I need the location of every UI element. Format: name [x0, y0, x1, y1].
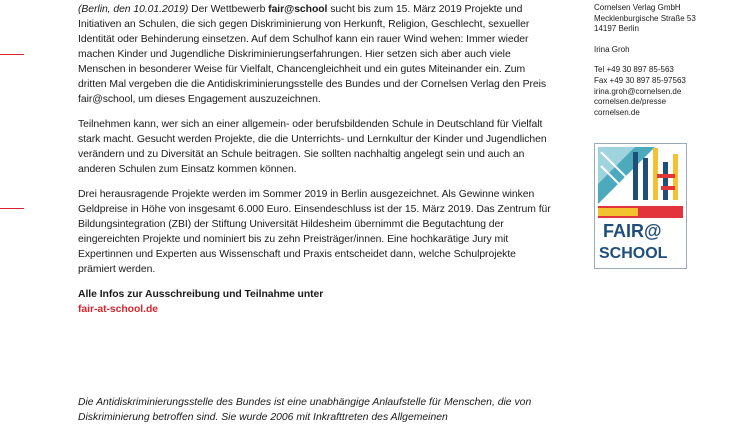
- infos-link[interactable]: fair-at-school.de: [78, 304, 158, 315]
- awards-paragraph: Drei herausragende Projekte werden im Sommer 2019 in Berlin ausgezeichnet. Als Gewinne winken Geldpreise in Höhe von insgesamt 6.000 Euro. Einsendeschluss ist der 15. März 2019. Das Zentrum für Bildungsintegration (ZBI) der Stiftung Universität Hildesheim übernimmt die Begutachtung der eingereichten Projekte und nominiert bis zu zehn Preisträger/innen. Eine hochkarätige Jury mit Expertinnen und Experten aus Wissenschaft und Praxis entscheidet dann, welche Schulprojekte prämiert werden.: [78, 189, 551, 275]
- contact-company: Cornelsen Verlag GmbH: [594, 3, 681, 12]
- contact-email[interactable]: irina.groh@cornelsen.de: [594, 86, 682, 96]
- intro-paragraph: [78, 2, 556, 107]
- contact-street: Mecklenburgische Straße 53: [594, 13, 696, 23]
- contact-person: Irina Groh: [594, 44, 630, 54]
- contact-web[interactable]: cornelsen.de: [594, 107, 640, 117]
- footer-note: Die Antidiskriminierungsstelle des Bundes ist eine unabhängige Anlaufstelle für Menschen, die von Diskriminierung betroffen sind. Sie wurde 2006 mit Inkrafttreten des Allgemeinen: [78, 397, 532, 423]
- contact-block: [594, 3, 744, 118]
- contact-web-presse[interactable]: cornelsen.de/presse: [594, 97, 667, 107]
- logo-bar-2: [643, 158, 648, 200]
- contact-city: 14197 Berlin: [594, 24, 639, 34]
- press-release-body: [78, 2, 556, 317]
- brand-name: fair@school: [268, 4, 328, 15]
- intro-text-1: Der Wettbewerb: [188, 4, 269, 15]
- logo-yellow-band: [598, 208, 638, 216]
- logo-text-school: SCHOOL: [599, 245, 668, 262]
- intro-text-2: sucht bis zum 15. März 2019 Projekte und Initiativen an Schulen, die sich gegen Diskriminierung von Herkunft, Religion, Geschlecht, sexueller Identität oder Behinderung einsetzen. Auf dem Schulhof kann ein rauer Wind wehen: Immer wieder machen Kinder und Jugendliche Diskriminierungserfahrungen. Hier setzen sich aber auch viele Menschen in besonderer Weise für Vielfalt, Chancengleichheit und ein gutes Miteinander ein. Zum dritten Mal vergeben die die Antidiskriminierungsstelle des Bundes und der Cornelsen Verlag den Preis fair@school, um dieses Engagement auszuzeichnen.: [78, 4, 546, 105]
- margin-mark-2: [0, 208, 24, 209]
- logo-graphic: [595, 144, 686, 268]
- infos-heading: Alle Infos zur Ausschreibung und Teilnahme unter: [78, 289, 324, 300]
- logo-text-fair: FAIR@: [603, 221, 662, 241]
- logo-bar-1: [633, 152, 638, 200]
- fair-at-school-logo: [594, 143, 687, 269]
- margin-mark-1: [0, 54, 24, 55]
- logo-red-dash-1: [657, 174, 675, 178]
- dateline: (Berlin, den 10.01.2019): [78, 4, 189, 15]
- contact-fax: Fax +49 30 897 85-97563: [594, 75, 686, 85]
- logo-red-dash-2: [661, 186, 675, 190]
- contact-tel: Tel +49 30 897 85-563: [594, 65, 674, 75]
- logo-bar-4: [663, 162, 668, 200]
- participation-paragraph: Teilnehmen kann, wer sich an einer allgemein- oder berufsbildenden Schule in Deutschland für Vielfalt stark macht. Gesucht werden Projekte, die die Unterrichts- und Lernkultur der Kinder und Jugendlichen verändern und zu Diversität an Schule beitragen. Sie sollten nachhaltig angelegt sein und auch an anderen Schulen zum Einsatz kommen können.: [78, 119, 547, 175]
